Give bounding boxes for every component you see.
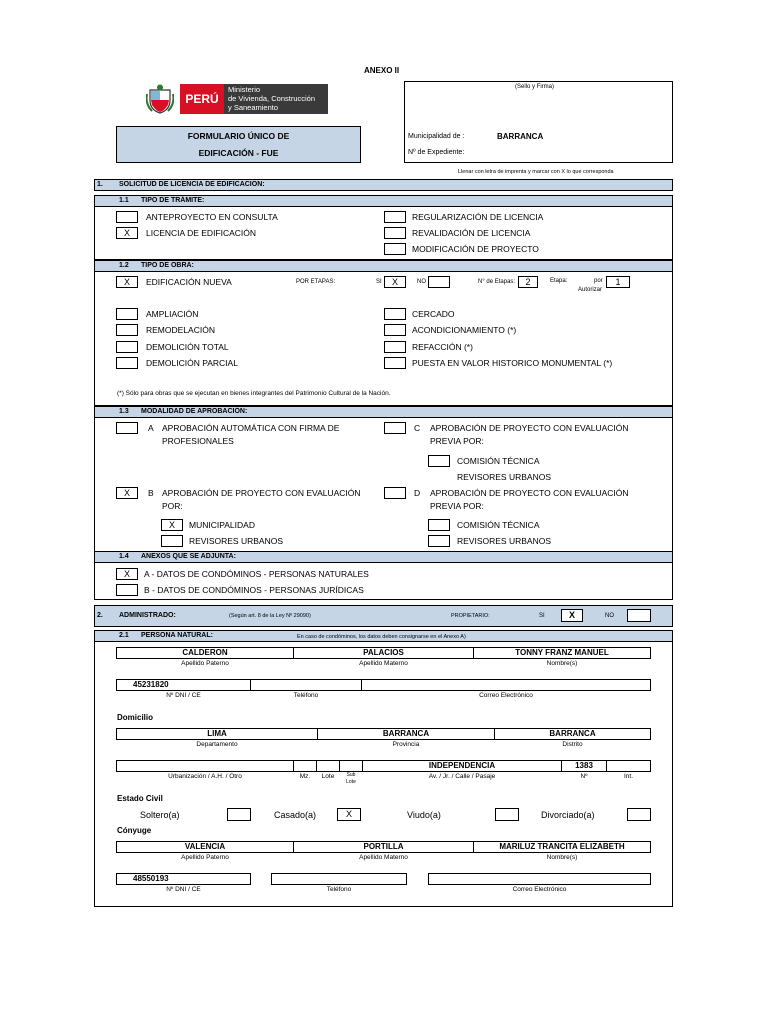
telefono-field[interactable] (250, 679, 362, 691)
checkbox-revalidacion[interactable] (384, 227, 406, 239)
municipality-value[interactable]: BARRANCA (497, 132, 544, 141)
checkbox-regularizacion[interactable] (384, 211, 406, 223)
por-etapas-label: POR ETAPAS: (296, 279, 336, 285)
label-puesta-en-valor: PUESTA EN VALOR HISTORICO MONUMENTAL (*) (412, 358, 613, 368)
section-1-4-title: ANEXOS QUE SE ADJUNTA: (141, 553, 236, 560)
conyuge-materno-field[interactable]: PORTILLA (293, 841, 474, 853)
stamp-label: (Sello y Firma) (515, 84, 555, 90)
checkbox-b-revisores[interactable] (161, 535, 183, 547)
etapa-field[interactable]: 1 (606, 276, 630, 288)
checkbox-acondicionamiento[interactable] (384, 324, 406, 336)
distrito-caption: Distrito (562, 741, 583, 748)
checkbox-d-revisores[interactable] (428, 535, 450, 547)
sublote-caption (339, 772, 363, 786)
n-etapas-label: N° de Etapas: (478, 279, 516, 285)
section-1-1-title: TIPO DE TRÁMITE: (141, 197, 205, 204)
obra-footnote: (*) Sólo para obras que se ejecutan en bienes integrantes del Patrimonio Cultural de la Nación. (117, 390, 391, 397)
checkbox-etapas-no[interactable] (428, 276, 450, 288)
mz-caption: Mz. (299, 773, 311, 780)
departamento-caption: Departamento (196, 741, 238, 748)
materno-caption: Apellido Materno (359, 660, 408, 667)
section-2-number: 2. (97, 612, 103, 619)
sublote-caption-2: Lote (346, 779, 356, 785)
checkbox-owner-no[interactable] (627, 609, 651, 622)
estado-civil-title: Estado Civil (117, 794, 163, 803)
section-1-4-number: 1.4 (119, 553, 129, 560)
checkbox-demolicion-parcial[interactable] (116, 357, 138, 369)
checkbox-demolicion-total[interactable] (116, 341, 138, 353)
conyuge-materno-caption: Apellido Materno (359, 854, 408, 861)
section-1-2-number: 1.2 (119, 262, 129, 269)
label-c-comision: COMISIÓN TÉCNICA (457, 456, 540, 466)
section-1-header (94, 179, 673, 191)
urbanizacion-field[interactable] (116, 760, 294, 772)
checkbox-anteproyecto[interactable] (116, 211, 138, 223)
checkbox-d-comision[interactable] (428, 519, 450, 531)
modalidad-a-letter: A (148, 423, 154, 433)
label-anexo-b: B - DATOS DE CONDÓMINOS - PERSONAS JURÍDICAS (144, 585, 364, 595)
ministry-name-line-3: y Saneamiento (228, 103, 279, 112)
paterno-field[interactable]: CALDERON (116, 647, 294, 659)
conyuge-paterno-field[interactable]: VALENCIA (116, 841, 294, 853)
label-d-comision: COMISIÓN TÉCNICA (457, 520, 540, 530)
instructions-text: Llenar con letra de imprenta y marcar con X lo que corresponda (458, 169, 614, 175)
conyuge-title: Cónyuge (117, 826, 152, 835)
conyuge-correo-field[interactable] (428, 873, 651, 885)
label-acondicionamiento: ACONDICIONAMIENTO (*) (412, 325, 517, 335)
checkbox-modificacion[interactable] (384, 243, 406, 255)
checkbox-anexo-a[interactable]: X (116, 568, 138, 580)
conyuge-dni-field[interactable]: 48550193 (116, 873, 251, 885)
lote-caption: Lote (321, 773, 335, 780)
viudo-label: Viudo(a) (407, 810, 441, 820)
urbanizacion-caption: Urbanización / A.H. / Otro (168, 773, 242, 780)
modalidad-d-label-1: APROBACIÓN DE PROYECTO CON EVALUACIÓN (430, 488, 629, 498)
form-title-line-1: FORMULARIO ÚNICO DE (187, 131, 290, 141)
checkbox-etapas-si[interactable]: X (384, 276, 406, 288)
calle-caption: Av. / Jr. / Calle / Pasaje (428, 773, 496, 780)
label-revalidacion: REVALIDACIÓN DE LICENCIA (412, 228, 531, 238)
section-2-header (94, 605, 673, 627)
provincia-caption: Provincia (392, 741, 420, 748)
owner-no-label: NO (605, 613, 614, 619)
section-1-2-title: TIPO DE OBRA: (141, 262, 194, 269)
etapa-label: Etapa: (550, 278, 568, 284)
modalidad-c-label-1: APROBACIÓN DE PROYECTO CON EVALUACIÓN (430, 423, 629, 433)
checkbox-c-comision[interactable] (428, 455, 450, 467)
conyuge-correo-caption: Correo Electrónico (512, 886, 567, 893)
label-refaccion: REFACCIÓN (*) (412, 342, 473, 352)
etapa-autorizar-label: Autorizar (578, 287, 603, 293)
checkbox-casado[interactable]: X (337, 808, 361, 821)
checkbox-viudo[interactable] (495, 808, 519, 821)
label-d-revisores: REVISORES URBANOS (457, 536, 551, 546)
mz-field[interactable] (293, 760, 317, 772)
municipality-label: Municipalidad de : (408, 133, 465, 140)
casado-label: Casado(a) (274, 810, 317, 820)
checkbox-modalidad-c[interactable] (384, 422, 406, 434)
numero-field[interactable]: 1383 (561, 760, 607, 772)
section-1-number: 1. (97, 181, 103, 188)
label-demolicion-total: DEMOLICIÓN TOTAL (146, 342, 229, 352)
modalidad-a-label-1: APROBACIÓN AUTOMÁTICA CON FIRMA DE (162, 423, 340, 433)
section-2-1-note: En caso de condóminos, los datos deben consignarse en el Anexo A) (297, 634, 466, 640)
file-number-label: Nº de Expediente: (408, 149, 465, 156)
checkbox-anexo-b[interactable] (116, 584, 138, 596)
section-2-1-title: PERSONA NATURAL: (141, 632, 213, 639)
label-ampliacion: AMPLIACIÓN (146, 309, 199, 319)
checkbox-modalidad-b[interactable]: X (116, 487, 138, 499)
label-regularizacion: REGULARIZACIÓN DE LICENCIA (412, 212, 544, 222)
paterno-caption: Apellido Paterno (181, 660, 229, 667)
section-2-1-number: 2.1 (119, 632, 129, 639)
etapas-no-label: NO (417, 279, 426, 285)
form-title-line-2: EDIFICACIÓN - FUE (198, 148, 279, 158)
label-c-revisores: REVISORES URBANOS (457, 472, 551, 482)
label-edificacion-nueva: EDIFICACIÓN NUEVA (146, 277, 232, 287)
checkbox-puesta-en-valor[interactable] (384, 357, 406, 369)
ministry-name-line-2: de Vivienda, Construcción (228, 94, 315, 103)
conyuge-paterno-caption: Apellido Paterno (181, 854, 229, 861)
label-demolicion-parcial: DEMOLICIÓN PARCIAL (146, 358, 238, 368)
sublote-caption-1: Sub (346, 772, 356, 778)
modalidad-a-label-2: PROFESIONALES (162, 436, 234, 446)
conyuge-nombres-caption: Nombre(s) (546, 854, 578, 861)
conyuge-telefono-caption: Teléfono (326, 886, 352, 893)
label-modificacion: MODIFICACIÓN DE PROYECTO (412, 244, 539, 254)
calle-field[interactable]: INDEPENDENCIA (362, 760, 562, 772)
interior-field[interactable] (606, 760, 651, 772)
owner-label: PROPIETARIO: (451, 613, 490, 619)
checkbox-b-municipalidad[interactable]: X (161, 519, 183, 531)
section-1-3-number: 1.3 (119, 408, 129, 415)
conyuge-nombres-field[interactable]: MARILUZ TRANCITA ELIZABETH (473, 841, 651, 853)
ministry-logo (144, 82, 330, 116)
label-licencia-edificacion: LICENCIA DE EDIFICACIÓN (146, 228, 257, 238)
section-1-title: SOLICITUD DE LICENCIA DE EDIFICACION: (119, 181, 265, 188)
label-anexo-a: A - DATOS DE CONDÓMINOS - PERSONAS NATURALES (144, 569, 369, 579)
label-b-municipalidad: MUNICIPALIDAD (189, 520, 255, 530)
checkbox-licencia-edificacion[interactable]: X (116, 227, 138, 239)
nombres-field[interactable]: TONNY FRANZ MANUEL (473, 647, 651, 659)
ministry-name-line-1: Ministerio (228, 85, 261, 94)
label-b-revisores: REVISORES URBANOS (189, 536, 283, 546)
modalidad-b-label-1: APROBACIÓN DE PROYECTO CON EVALUACIÓN (162, 488, 361, 498)
modalidad-d-letter: D (414, 488, 421, 498)
materno-field[interactable]: PALACIOS (293, 647, 474, 659)
etapas-si-label: SI (376, 279, 382, 285)
checkbox-edificacion-nueva[interactable]: X (116, 276, 138, 288)
label-anteproyecto: ANTEPROYECTO EN CONSULTA (146, 212, 278, 222)
label-remodelacion: REMODELACIÓN (146, 325, 215, 335)
section-1-1-number: 1.1 (119, 197, 129, 204)
modalidad-c-label-2: PREVIA POR: (430, 436, 484, 446)
divorciado-label: Divorciado(a) (541, 810, 595, 820)
modalidad-b-letter: B (148, 488, 154, 498)
conyuge-telefono-field[interactable] (271, 873, 407, 885)
modalidad-d-label-2: PREVIA POR: (430, 501, 484, 511)
section-1-3-title: MODALIDAD DE APROBACIÓN: (141, 408, 248, 415)
ministry-name-block (224, 84, 328, 114)
domicilio-title: Domicilio (117, 713, 154, 722)
provincia-field[interactable]: BARRANCA (317, 728, 495, 740)
sublote-field[interactable] (339, 760, 363, 772)
telefono-caption: Teléfono (293, 692, 319, 699)
conyuge-dni-caption: Nº DNI / CE (166, 886, 201, 893)
departamento-field[interactable]: LIMA (116, 728, 318, 740)
checkbox-soltero[interactable] (227, 808, 251, 821)
stamp-municipality-box (404, 81, 673, 163)
checkbox-modalidad-a[interactable] (116, 422, 138, 434)
annex-title: ANEXO II (364, 66, 400, 75)
peru-logo-mark: PERÚ (180, 84, 224, 114)
dni-caption: Nº DNI / CE (166, 692, 201, 699)
checkbox-remodelacion[interactable] (116, 324, 138, 336)
form-title-box (116, 126, 361, 163)
label-cercado: CERCADO (412, 309, 455, 319)
checkbox-cercado[interactable] (384, 308, 406, 320)
numero-caption: Nº (580, 773, 588, 780)
section-2-law: (Según art. 8 de la Ley Nº 29090) (229, 613, 311, 619)
modalidad-c-letter: C (414, 423, 421, 433)
soltero-label: Soltero(a) (140, 810, 180, 820)
checkbox-refaccion[interactable] (384, 341, 406, 353)
checkbox-modalidad-d[interactable] (384, 487, 406, 499)
section-2-title: ADMINISTRADO: (119, 612, 176, 619)
owner-si-label: SI (539, 613, 545, 619)
checkbox-ampliacion[interactable] (116, 308, 138, 320)
checkbox-divorciado[interactable] (627, 808, 651, 821)
nombres-caption: Nombre(s) (546, 660, 578, 667)
correo-field[interactable] (361, 679, 651, 691)
n-etapas-field[interactable]: 2 (518, 276, 538, 288)
lote-field[interactable] (316, 760, 340, 772)
dni-field[interactable]: 45231820 (116, 679, 251, 691)
coat-of-arms-icon (146, 84, 174, 114)
modalidad-b-label-2: POR: (162, 501, 183, 511)
correo-caption: Correo Electrónico (479, 692, 533, 699)
checkbox-owner-si[interactable]: X (561, 609, 583, 622)
etapa-por-label: por (594, 278, 603, 284)
interior-caption: Int. (623, 773, 634, 780)
distrito-field[interactable]: BARRANCA (494, 728, 651, 740)
